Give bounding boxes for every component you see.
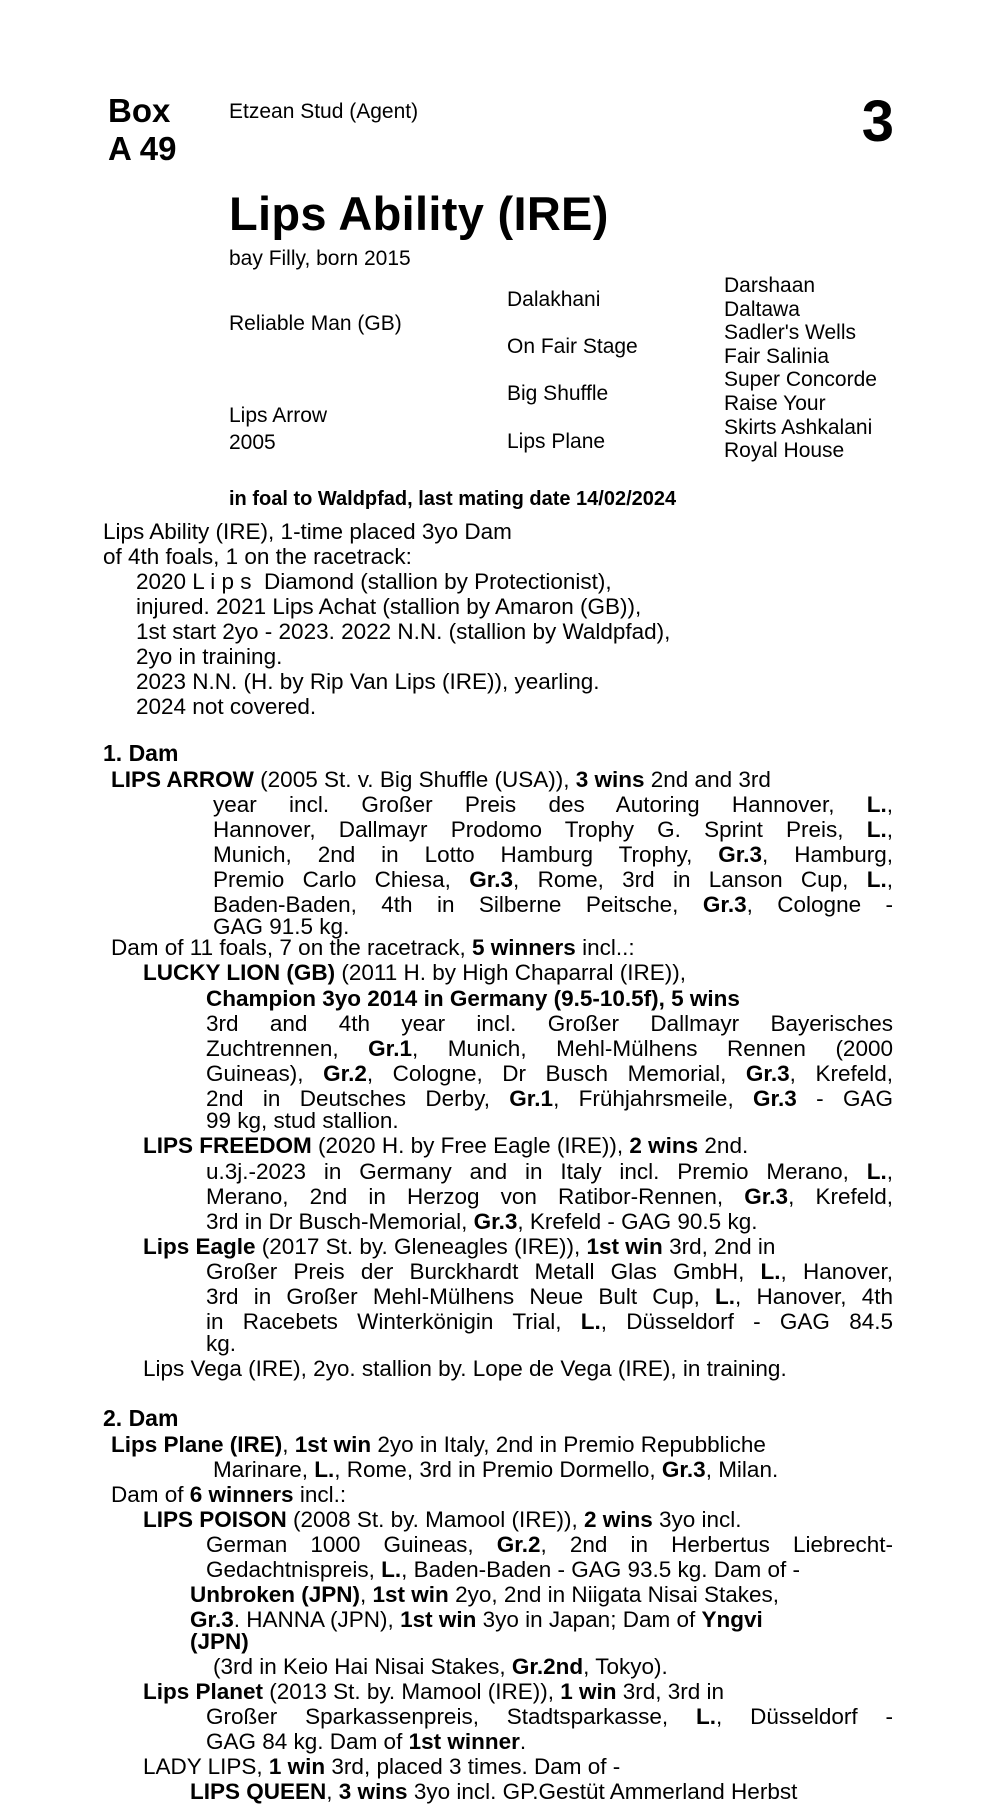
dam1-progeny: Champion 3yo 2014 in Germany (9.5-10.5f), 5 wins [206, 986, 740, 1011]
pedigree-gen3: Daltawa [724, 298, 800, 321]
dam1-progeny: Lips Vega (IRE), 2yo. stallion by. Lope de Vega (IRE), in training. [143, 1356, 787, 1381]
pedigree-sire-sire: Dalakhani [507, 288, 601, 311]
dam1-progeny: LIPS FREEDOM (2020 H. by Free Eagle (IRE)), 2 wins 2nd. [143, 1133, 749, 1158]
dam1-progeny: 2nd in Deutsches Derby, Gr.1, Frühjahrsmeile, Gr.3 - GAG [206, 1086, 893, 1111]
pedigree-gen3: Fair Salinia [724, 345, 830, 368]
dam1-progeny: u.3j.-2023 in Germany and in Italy incl. Premio Merano, L., [206, 1159, 893, 1184]
produce-line: 2yo in training. [136, 644, 283, 669]
produce-line: 2023 N.N. (H. by Rip Van Lips (IRE)), yearling. [136, 669, 600, 694]
dam1-line: Premio Carlo Chiesa, Gr.3, Rome, 3rd in Lanson Cup, L., [213, 867, 893, 892]
dam1-progeny: Zuchtrennen, Gr.1, Munich, Mehl-Mülhens Rennen (2000 [206, 1036, 893, 1061]
produce-line: 2024 not covered. [136, 694, 317, 719]
dam1-progeny: Merano, 2nd in Herzog von Ratibor-Rennen, Gr.3, Krefeld, [206, 1184, 893, 1209]
dam1-progeny: Guineas), Gr.2, Cologne, Dr Busch Memorial, Gr.3, Krefeld, [206, 1061, 893, 1086]
pedigree-sire-dam: On Fair Stage [507, 335, 638, 358]
dam2-heading: 2. Dam [103, 1405, 179, 1431]
dam2-progeny: Großer Sparkassenpreis, Stadtsparkasse, L., Düsseldorf - [206, 1704, 893, 1729]
horse-description: bay Filly, born 2015 [229, 247, 411, 270]
dam1-progeny: in Racebets Winterkönigin Trial, L., Düsseldorf - GAG 84.5 [206, 1309, 893, 1334]
dam2-progeny: GAG 84 kg. Dam of 1st winner. [206, 1729, 527, 1754]
pedigree-sire: Reliable Man (GB) [229, 312, 402, 335]
dam1-line: year incl. Großer Preis des Autoring Hannover, L., [213, 792, 893, 817]
dam1-line: Hannover, Dallmayr Prodomo Trophy G. Sprint Preis, L., [213, 817, 893, 842]
pedigree-dam: Lips Arrow [229, 404, 328, 427]
dam2-progeny: Unbroken (JPN), 1st win 2yo, 2nd in Niigata Nisai Stakes, [190, 1582, 779, 1607]
dam1-line: Baden-Baden, 4th in Silberne Peitsche, Gr.3, Cologne - [213, 892, 893, 917]
dam1-line: LIPS ARROW (2005 St. v. Big Shuffle (USA)), 3 wins 2nd and 3rd [111, 767, 771, 792]
produce-line: 2020 L i p s Diamond (stallion by Protectionist), [136, 569, 612, 594]
produce-line: 1st start 2yo - 2023. 2022 N.N. (stallion by Waldpfad), [136, 619, 671, 644]
dam1-progeny: 3rd in Dr Busch-Memorial, Gr.3, Krefeld - GAG 90.5 kg. [206, 1209, 758, 1234]
box-line-1: Box [108, 92, 171, 129]
produce-line: of 4th foals, 1 on the racetrack: [103, 544, 412, 569]
lot-number: 3 [861, 89, 894, 154]
dam1-progeny: 3rd in Großer Mehl-Mülhens Neue Bult Cup, L., Hanover, 4th [206, 1284, 893, 1309]
pedigree-gen3: Super Concorde [724, 368, 877, 391]
pedigree-gen3: Raise Your [724, 392, 826, 415]
dam1-progeny: 3rd and 4th year incl. Großer Dallmayr Bayerisches [206, 1011, 893, 1036]
dam2-progeny: Lips Planet (2013 St. by. Mamool (IRE)), 1 win 3rd, 3rd in [143, 1679, 725, 1704]
agent: Etzean Stud (Agent) [229, 100, 419, 123]
dam2-progeny: LIPS QUEEN, 3 wins 3yo incl. GP.Gestüt Ammerland Herbst [190, 1779, 798, 1804]
dam1-progeny: LUCKY LION (GB) (2011 H. by High Chaparral (IRE)), [143, 960, 687, 985]
dam2-progeny: (3rd in Keio Hai Nisai Stakes, Gr.2nd, Tokyo). [213, 1654, 668, 1679]
dam1-line: GAG 91.5 kg. [213, 914, 350, 939]
dam1-progeny: kg. [206, 1331, 237, 1356]
dam1-heading: 1. Dam [103, 740, 179, 766]
dam1-line: Dam of 11 foals, 7 on the racetrack, 5 winners incl..: [111, 935, 635, 960]
horse-name: Lips Ability (IRE) [229, 187, 609, 240]
dam2-progeny: German 1000 Guineas, Gr.2, 2nd in Herbertus Liebrecht- [206, 1532, 894, 1557]
pedigree-gen3: Darshaan [724, 274, 816, 297]
pedigree-gen3: Sadler's Wells [724, 321, 856, 344]
dam2-progeny: LIPS POISON (2008 St. by. Mamool (IRE)), 2 wins 3yo incl. [143, 1507, 742, 1532]
produce-line: Lips Ability (IRE), 1-time placed 3yo Dam [103, 519, 512, 544]
dam2-line: Lips Plane (IRE), 1st win 2yo in Italy, 2nd in Premio Repubbliche [111, 1432, 766, 1457]
produce-line: injured. 2021 Lips Achat (stallion by Amaron (GB)), [136, 594, 642, 619]
dam2-progeny: LADY LIPS, 1 win 3rd, placed 3 times. Dam of - [143, 1754, 621, 1779]
dam1-progeny: 99 kg, stud stallion. [206, 1108, 399, 1133]
box-line-2: A 49 [108, 130, 177, 167]
dam2-progeny: (JPN) [190, 1629, 249, 1654]
dam1-progeny: Großer Preis der Burckhardt Metall Glas GmbH, L., Hanover, [206, 1259, 894, 1284]
dam2-line: Marinare, L., Rome, 3rd in Premio Dormello, Gr.3, Milan. [213, 1457, 779, 1482]
dam2-progeny: Gedachtnispreis, L., Baden-Baden - GAG 93.5 kg. Dam of - [206, 1557, 801, 1582]
pedigree-gen3: Skirts Ashkalani [724, 416, 873, 439]
dam2-progeny: Gr.3. HANNA (JPN), 1st win 3yo in Japan; Dam of Yngvi [190, 1607, 763, 1632]
in-foal-note: in foal to Waldpfad, last mating date 14/02/2024 [229, 488, 677, 510]
pedigree-dam-sire: Big Shuffle [507, 382, 609, 405]
dam1-line: Munich, 2nd in Lotto Hamburg Trophy, Gr.3, Hamburg, [213, 842, 893, 867]
box-label [108, 92, 176, 168]
dam1-progeny: Lips Eagle (2017 St. by. Gleneagles (IRE)), 1st win 3rd, 2nd in [143, 1234, 776, 1259]
pedigree-dam-year: 2005 [229, 431, 276, 454]
pedigree-gen3: Royal House [724, 439, 845, 462]
pedigree-dam-dam: Lips Plane [507, 430, 606, 453]
dam2-line: Dam of 6 winners incl.: [111, 1482, 347, 1507]
